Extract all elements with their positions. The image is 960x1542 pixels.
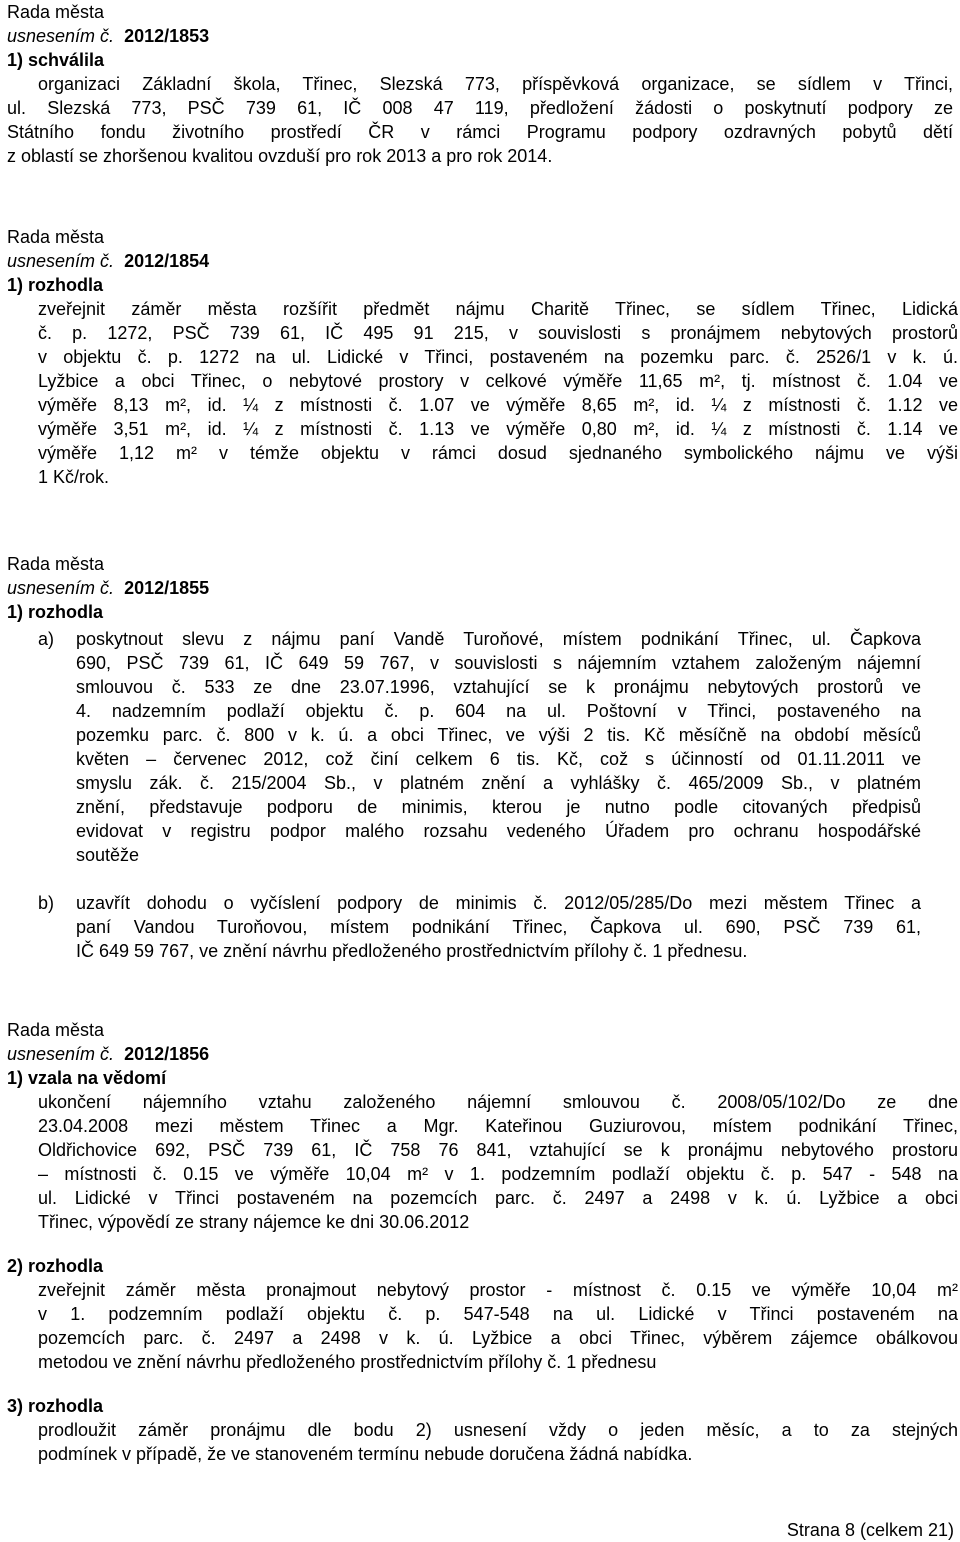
resolution-action: 3) rozhodla — [7, 1396, 104, 1416]
resolution-number: 2012/1853 — [124, 26, 210, 46]
resolution-text-line: IČ 649 59 767, ve znění návrhu předloženého prostřednictvím přílohy č. 1 přednesu. — [76, 941, 748, 961]
resolution-number-line — [7, 1042, 958, 1066]
resolution-text-line: Státního fondu životního prostředí ČR v rámci Programu podpory ozdravných pobytů dětí — [7, 122, 953, 142]
resolution-text-line: v 1. podzemním podlaží objektu č. p. 547-548 na ul. Lidické v Třinci postaveném na — [38, 1304, 958, 1324]
resolution-number-line — [7, 24, 953, 48]
resolution-number: 2012/1855 — [124, 578, 210, 598]
resolution-number-label: usnesením č. — [7, 1044, 115, 1064]
resolution-text-line: výměře 8,13 m², id. ¼ z místnosti č. 1.07 ve výměře 8,65 m², id. ¼ z místnosti č. 1.12 ve — [38, 395, 958, 415]
resolution-text-line: zveřejnit záměr města pronajmout nebytový prostor - místnost č. 0.15 ve výměře 10,04 m² — [38, 1280, 958, 1300]
resolution-number-line — [7, 576, 921, 600]
resolution-number-label: usnesením č. — [7, 26, 115, 46]
resolution-action: 2) rozhodla — [7, 1256, 104, 1276]
resolution-text-line: ul. Lidické v Třinci postaveném na pozemcích parc. č. 2497 a 2498 v k. ú. Lyžbice a obci — [38, 1188, 958, 1208]
resolution-text-line: paní Vandou Turoňovou, místem podnikání Třinec, Čapkova ul. 690, PSČ 739 61, — [76, 917, 921, 937]
resolution-text-line: evidovat v registru podpor malého rozsahu vedeného Úřadem pro ochranu hospodářské — [76, 821, 921, 841]
resolution-text-line: Lyžbice a obci Třinec, o nebytové prostory v celkové výměře 11,65 m², tj. místnost č. 1.04 ve — [38, 371, 958, 391]
resolution-text-line: podmínek v případě, že ve stanoveném termínu nebude doručena žádná nabídka. — [38, 1444, 693, 1464]
resolution-text-line: 1 Kč/rok. — [38, 467, 110, 487]
resolution-text-line: výměře 1,12 m² v témže objektu v rámci dosud sjednaného symbolického nájmu ve výši — [38, 443, 958, 463]
resolution-1855 — [7, 552, 921, 963]
resolution-heading: Rada města — [7, 2, 105, 22]
subitem-a — [7, 627, 921, 867]
resolution-number-label: usnesením č. — [7, 251, 115, 271]
resolution-text-line: zveřejnit záměr města rozšířit předmět nájmu Charitě Třinec, se sídlem Třinec, Lidická — [38, 299, 958, 319]
resolution-text-line: smyslu zák. č. 215/2004 Sb., v platném znění a vyhlášky č. 465/2009 Sb., v platném — [76, 773, 921, 793]
subitem-label: b) — [38, 893, 55, 913]
page-footer: Strana 8 (celkem 21) — [786, 1520, 954, 1540]
resolution-text-line: znění, představuje podporu de minimis, kterou je nutno podle citovaných předpisů — [76, 797, 921, 817]
resolution-number: 2012/1856 — [124, 1044, 210, 1064]
resolution-text-line: ul. Slezská 773, PSČ 739 61, IČ 008 47 119, předložení žádosti o poskytnutí podpory ze — [7, 98, 953, 118]
resolution-text-line: ukončení nájemního vztahu založeného nájemní smlouvou č. 2008/05/102/Do ze dne — [38, 1092, 958, 1112]
resolution-heading: Rada města — [7, 227, 105, 247]
resolution-text-line: uzavřít dohodu o vyčíslení podpory de minimis č. 2012/05/285/Do mezi městem Třinec a — [76, 893, 921, 913]
resolution-text-line: 4. nadzemním podlaží objektu č. p. 604 na ul. Poštovní v Třinci, postaveného na — [76, 701, 921, 721]
resolution-text-line: – místnosti č. 0.15 ve výměře 10,04 m² v 1. podzemním podlaží objektu č. p. 547 - 548 na — [38, 1164, 958, 1184]
resolution-text-line: 690, PSČ 739 61, IČ 649 59 767, v souvislosti s nájemním vztahem založeným nájemní — [76, 653, 921, 673]
resolution-heading: Rada města — [7, 1020, 105, 1040]
resolution-text-line: metodou ve znění návrhu předloženého prostřednictvím přílohy č. 1 přednesu — [38, 1352, 657, 1372]
resolution-number-label: usnesením č. — [7, 578, 115, 598]
subitem-label: a) — [38, 629, 55, 649]
resolution-text-line: poskytnout slevu z nájmu paní Vandě Turoňové, místem podnikání Třinec, ul. Čapkova — [76, 629, 921, 649]
resolution-text-line: organizaci Základní škola, Třinec, Slezská 773, příspěvková organizace, se sídlem v Třinci, — [38, 74, 953, 94]
resolution-number: 2012/1854 — [124, 251, 210, 271]
resolution-action: 1) rozhodla — [7, 275, 104, 295]
resolution-text-line: soutěže — [76, 845, 140, 865]
resolution-1856 — [7, 1018, 958, 1466]
resolution-number-line — [7, 249, 958, 273]
resolution-text-line: smlouvou č. 533 ze dne 23.07.1996, vztahující se k pronájmu nebytových prostorů ve — [76, 677, 921, 697]
resolution-text-line: výměře 3,51 m², id. ¼ z místnosti č. 1.13 ve výměře 0,80 m², id. ¼ z místnosti č. 1.14 ve — [38, 419, 958, 439]
resolution-text-line: Oldřichovice 692, PSČ 739 61, IČ 758 76 841, vztahující se k pronájmu nebytového prostoru — [38, 1140, 958, 1160]
resolution-text-line: v objektu č. p. 1272 na ul. Lidické v Třinci, postaveném na pozemku parc. č. 2526/1 v k. ú. — [38, 347, 958, 367]
resolution-action: 1) schválila — [7, 50, 105, 70]
resolution-1854 — [7, 225, 958, 489]
resolution-text-line: pozemcích parc. č. 2497 a 2498 v k. ú. Lyžbice a obci Třinec, výběrem zájemce obálkovou — [38, 1328, 958, 1348]
resolution-text-line: 23.04.2008 mezi městem Třinec a Mgr. Kateřinou Guziurovou, místem podnikání Třinec, — [38, 1116, 958, 1136]
resolution-text-line: Třinec, výpovědí ze strany nájemce ke dni 30.06.2012 — [38, 1212, 470, 1232]
resolution-1853 — [7, 0, 953, 168]
resolution-text-line: z oblastí se zhoršenou kvalitou ovzduší pro rok 2013 a pro rok 2014. — [7, 146, 553, 166]
resolution-action: 1) vzala na vědomí — [7, 1068, 167, 1088]
resolution-text-line: prodloužit záměr pronájmu dle bodu 2) usnesení vždy o jeden měsíc, a to za stejných — [38, 1420, 958, 1440]
resolution-heading: Rada města — [7, 554, 105, 574]
subitem-b — [7, 891, 921, 963]
resolution-text-line: č. p. 1272, PSČ 739 61, IČ 495 91 215, v souvislosti s pronájmem nebytových prostorů — [38, 323, 958, 343]
resolution-action: 1) rozhodla — [7, 602, 104, 622]
resolution-text-line: pozemku parc. č. 800 v k. ú. a obci Třinec, ve výši 2 tis. Kč měsíčně na období měsíců — [76, 725, 921, 745]
resolution-text-line: květen – červenec 2012, což činí celkem 6 tis. Kč, což s účinností od 01.11.2011 ve — [76, 749, 921, 769]
